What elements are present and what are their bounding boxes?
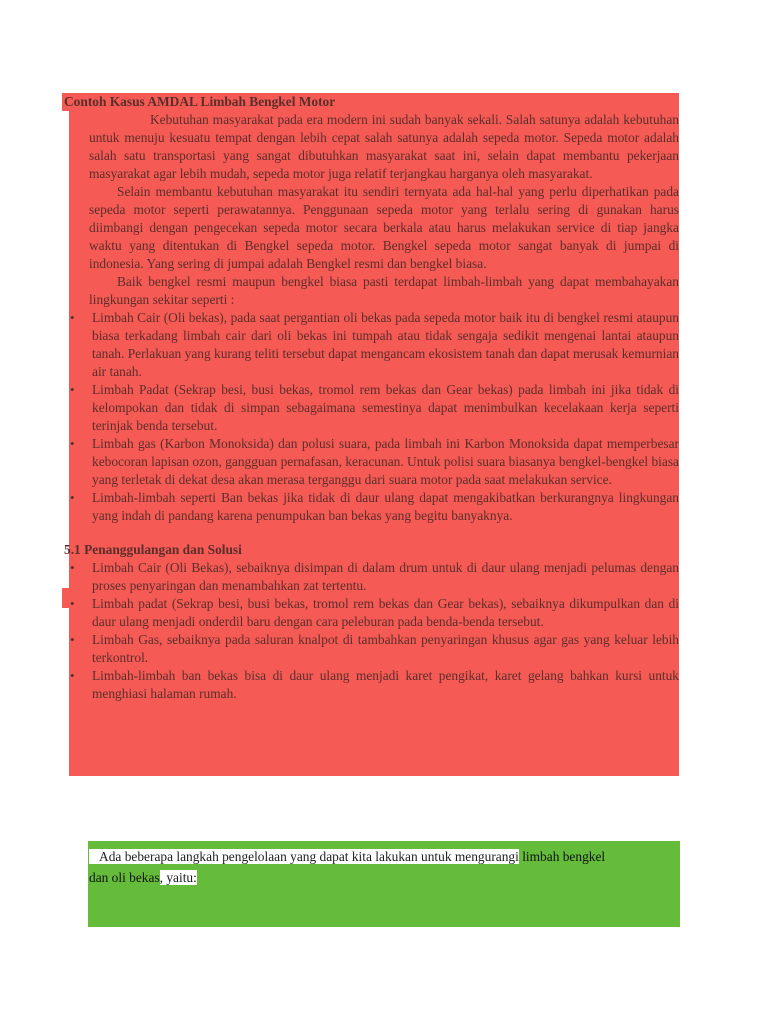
list-item xyxy=(62,489,679,525)
list-item-text: Limbah-limbah seperti Ban bekas jika tidak di daur ulang dapat mengakibatkan berkurangnya lingkungan yang indah di pandang karena penumpukan ban bekas yang begitu banyaknya. xyxy=(92,490,679,523)
bullet-icon: • xyxy=(70,560,75,575)
bullet-icon: • xyxy=(70,382,75,397)
list-item xyxy=(62,631,679,667)
list-item-text: Limbah gas (Karbon Monoksida) dan polusi suara, pada limbah ini Karbon Monoksida dapat memperbesar kebocoran lapisan ozon, gangguan pernafasan, keracunan. Untuk polisi suara biasanya bengkel-bengkel biasa yang terletak di dekat desa akan merasa terganggu dari suara motor pada saat melakukan service. xyxy=(92,436,679,487)
article-block xyxy=(62,93,679,776)
callout-text-part: , yaitu: xyxy=(159,870,197,885)
callout-highlight: dan oli bekas xyxy=(89,870,160,885)
paragraph-2: Selain membantu kebutuhan masyarakat itu sendiri ternyata ada hal-hal yang perlu diperhatikan pada sepeda motor seperti perawatannya. Penggunaan sepeda motor yang terlalu sering di gunakan harus diimbangi dengan pengecekan sepeda motor secara berkala atau harus melakukan service di tiap jangka waktu yang ditentukan di Bengkel sepeda motor. Bengkel sepeda motor sangat banyak di jumpai di indonesia. Yang sering di jumpai adalah Bengkel resmi dan bengkel biasa. xyxy=(89,184,679,271)
article-title: Contoh Kasus AMDAL Limbah Bengkel Motor xyxy=(62,93,414,111)
list-item xyxy=(62,667,679,703)
list-item xyxy=(62,435,679,489)
list-item-text: Limbah Gas, sebaiknya pada saluran knalpot di tambahkan penyaringan khusus agar gas yang keluar lebih terkontrol. xyxy=(92,632,679,665)
paragraph-3: Baik bengkel resmi maupun bengkel biasa pasti terdapat limbah-limbah yang dapat membahayakan lingkungan sekitar seperti : xyxy=(89,274,679,307)
bullet-icon: • xyxy=(70,632,75,647)
callout-text-part: Ada beberapa langkah pengelolaan yang dapat kita lakukan untuk mengurangi xyxy=(89,849,519,864)
callout-text xyxy=(88,846,674,888)
paragraph-1: Kebutuhan masyarakat pada era modern ini sudah banyak sekali. Salah satunya adalah kebutuhan untuk menuju kesuatu tempat dengan lebih cepat salah satunya adalah sepeda motor. Sepeda motor adalah salah satu transportasi yang sangat dibutuhkan masyarakat saat ini, selain dapat membantu pekerjaan masyarakat agar lebih mudah, sepeda motor juga relatif terjangkau harganya oleh masyarakat. xyxy=(89,112,679,181)
list-item xyxy=(62,595,679,631)
article-content xyxy=(62,93,679,703)
waste-list xyxy=(62,309,679,525)
green-callout xyxy=(88,841,680,927)
list-item-text: Limbah-limbah ban bekas bisa di daur ulang menjadi karet pengikat, karet gelang bahkan kursi untuk menghiasi halaman rumah. xyxy=(92,668,679,701)
bullet-icon: • xyxy=(70,668,75,683)
section-spacer xyxy=(62,525,679,541)
list-item-text: Limbah Padat (Sekrap besi, busi bekas, tromol rem bekas dan Gear bekas) pada limbah ini jika tidak di kelompokan dan tidak di simpan sebagaimana semestinya dapat menimbulkan kecelakaan kerja seperti terinjak benda tersebut. xyxy=(92,382,679,433)
bullet-icon: • xyxy=(70,596,75,611)
list-item-text: Limbah Cair (Oli Bekas), sebaiknya disimpan di dalam drum untuk di daur ulang menjadi pelumas dengan proses penyaringan dan menambahkan zat tertentu. xyxy=(92,560,679,593)
list-item-text: Limbah padat (Sekrap besi, busi bekas, tromol rem bekas dan Gear bekas), sebaiknya dikumpulkan dan di daur ulang menjadi onderdil baru dengan cara peleburan pada benda-benda tersebut. xyxy=(92,596,679,629)
bullet-icon: • xyxy=(70,310,75,325)
bullet-icon: • xyxy=(70,490,75,505)
list-item xyxy=(62,559,679,595)
section-heading: 5.1 Penanggulangan dan Solusi xyxy=(64,542,242,557)
list-item xyxy=(62,381,679,435)
solution-list xyxy=(62,559,679,703)
bullet-icon: • xyxy=(70,436,75,451)
list-item-text: Limbah Cair (Oli bekas), pada saat pergantian oli bekas pada sepeda motor baik itu di bengkel resmi ataupun biasa terkadang limbah cair dari oli bekas ini tumpah atau tidak sengaja sedikit mengenai lantai ataupun tanah. Perlakuan yang kurang teliti tersebut dapat mengancam ekosistem tanah dan dapat merusak kemurnian air tanah. xyxy=(92,310,679,379)
list-item xyxy=(62,309,679,381)
callout-highlight: limbah bengkel xyxy=(522,849,606,864)
